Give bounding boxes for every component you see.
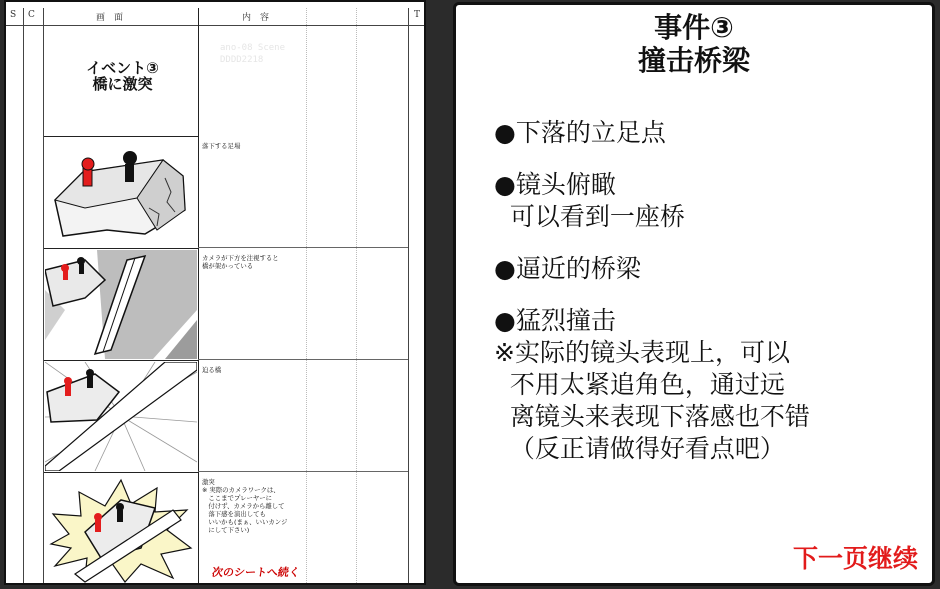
cut-4-note: 激突 ※ 実際のカメラワークは、 ここまでプレーヤーに 付けず、カメラから離して 落下感を演出しても いいかも(まぁ、いいカンジ にして下さい) bbox=[202, 478, 288, 534]
continue-note: 次のシートへ続く bbox=[211, 566, 301, 579]
translation-footer: 下一页继续 bbox=[792, 544, 918, 573]
cut-1-note: 落下する足場 bbox=[202, 142, 241, 150]
cut-3-image bbox=[45, 362, 197, 471]
cut-3-note: 迫る橋 bbox=[202, 366, 222, 374]
event-title-line2: 橋に激突 bbox=[92, 75, 153, 93]
watermark-sub: ano-08 Scene DDDD2218 bbox=[220, 43, 286, 65]
translation-title-line2: 撞击桥梁 bbox=[637, 44, 750, 77]
translation-title-line1: 事件③ bbox=[654, 11, 734, 44]
storyboard-header bbox=[6, 8, 426, 26]
translation-body bbox=[494, 117, 810, 465]
cut-4-image bbox=[45, 474, 197, 583]
header-c: C bbox=[28, 10, 35, 20]
translation-item-1: ●下落的立足点 bbox=[494, 118, 666, 147]
storyboard-sheet bbox=[4, 0, 426, 585]
translation-item-4: ●猛烈撞击 ※实际的镜头表现上，可以 不用太紧追角色，通过远 离镜头来表现下落感也不错 （反正请做得好看点吧） bbox=[494, 306, 810, 463]
cut-1-image bbox=[45, 138, 197, 247]
translation-item-2: ●镜头俯瞰 可以看到一座桥 bbox=[494, 170, 685, 231]
header-s: S bbox=[10, 10, 17, 20]
translation-title bbox=[456, 11, 932, 77]
cut-2-note: カメラが下方を注視すると 橋が架かっている bbox=[202, 254, 279, 270]
header-screen: 画 面 bbox=[96, 13, 124, 23]
cut-2-image bbox=[45, 250, 197, 359]
header-t: T bbox=[414, 10, 421, 20]
event-title-line1: イベント③ bbox=[86, 59, 159, 77]
event-title bbox=[50, 60, 195, 92]
header-content: 内 容 bbox=[242, 13, 270, 23]
translation-item-3: ●逼近的桥梁 bbox=[494, 254, 641, 283]
translation-panel bbox=[453, 2, 935, 586]
